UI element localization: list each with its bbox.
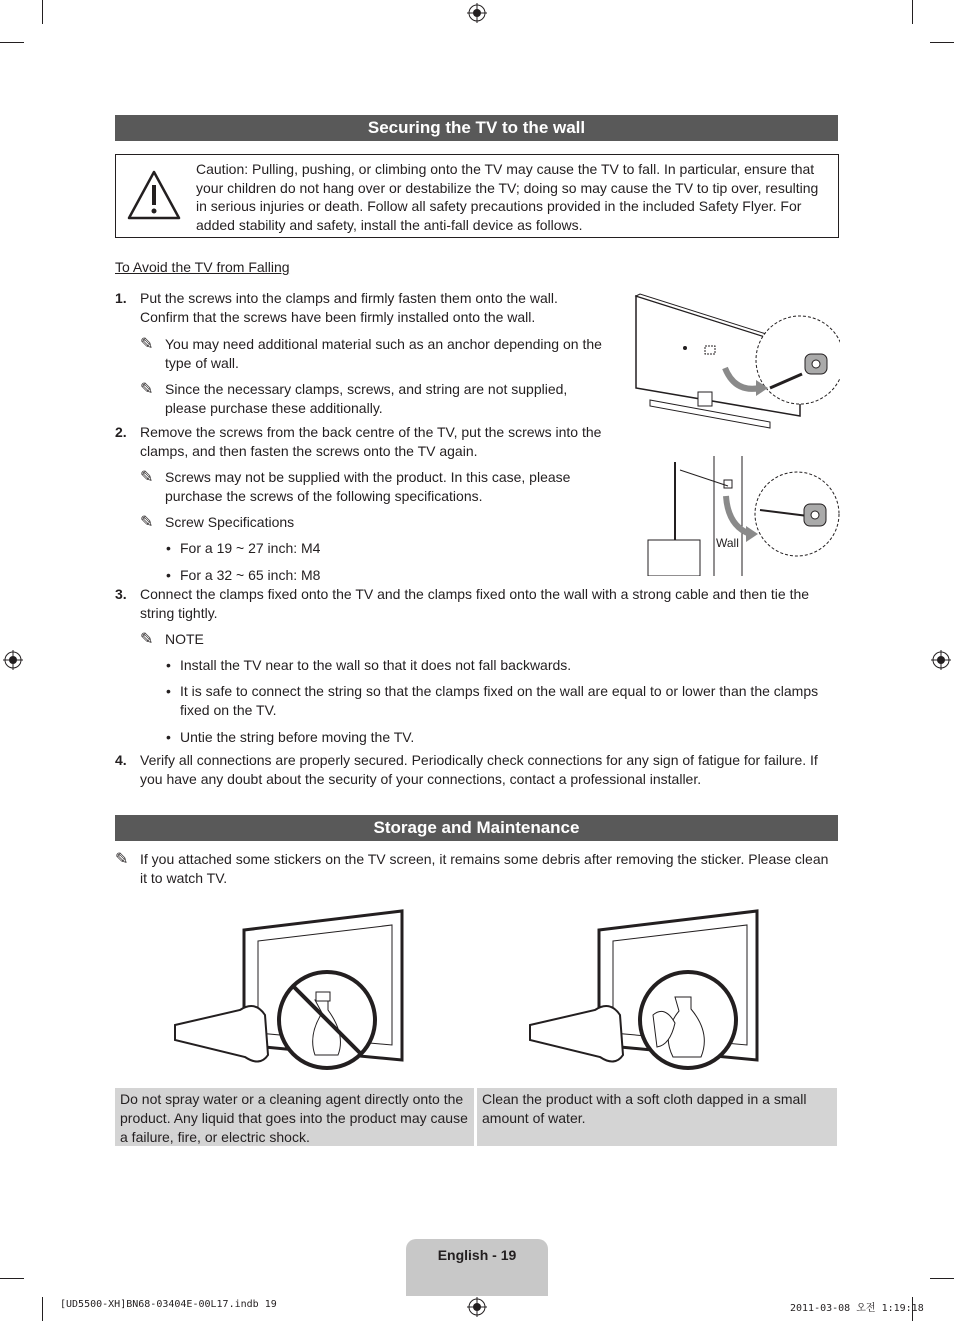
crop-mark <box>42 1297 43 1321</box>
crop-mark <box>930 42 954 43</box>
caption-text: Clean the product with a soft cloth dapped in a small amount of water. <box>482 1091 807 1126</box>
bullet: • <box>166 683 171 699</box>
step-text: Remove the screws from the back centre of the TV, put the screws into the clamps, and then fasten the screws onto the TV again. <box>140 424 602 459</box>
warning-icon <box>126 169 182 221</box>
note-label: NOTE <box>165 631 204 647</box>
print-slug-left: [UD5500-XH]BN68-03404E-00L17.indb 19 <box>60 1299 277 1310</box>
bullet: • <box>166 657 171 673</box>
registration-mark-icon <box>467 3 487 23</box>
screw-spec: For a 19 ~ 27 inch: M4 <box>180 540 321 556</box>
note-bullet: Untie the string before moving the TV. <box>180 729 415 745</box>
pencil-note-icon: ✎ <box>140 381 154 398</box>
note-text: Screw Specifications <box>165 514 295 530</box>
step-text: Put the screws into the clamps and firmly fasten them onto the wall. Confirm that the screws have been firmly installed onto the wall. <box>140 290 558 325</box>
section-title-storage: Storage and Maintenance <box>115 815 838 841</box>
pencil-note-icon: ✎ <box>140 469 154 486</box>
wall-label: Wall <box>716 536 739 550</box>
registration-mark-icon <box>467 1297 487 1317</box>
caution-text <box>196 160 826 234</box>
step-number: 3. <box>115 586 127 602</box>
no-spray-illustration <box>170 905 415 1080</box>
caution-body: : Pulling, pushing, or climbing onto the TV may cause the TV to fall. In particular, ensure that your children do not hang over or destabilize the TV; doing so may cause the TV to tip over, resulting in serious injuries or death. Follow all safety precautions provided in the included Safety Flyer. For added stability and safety, install the anti-fall device as follows. <box>196 161 819 233</box>
crop-mark <box>0 42 24 43</box>
tv-clamp-illustration <box>630 288 840 438</box>
caution-label: Caution <box>196 161 245 177</box>
pencil-note-icon: ✎ <box>140 336 154 353</box>
section-title-securing: Securing the TV to the wall <box>115 115 838 141</box>
bullet: • <box>166 567 171 583</box>
pencil-note-icon: ✎ <box>115 851 129 868</box>
crop-mark <box>42 0 43 24</box>
caption-text: Do not spray water or a cleaning agent directly onto the product. Any liquid that goes into the product may cause a failure, fire, or electric shock. <box>120 1091 468 1145</box>
step-number: 1. <box>115 290 127 306</box>
registration-mark-icon <box>3 650 23 670</box>
pencil-note-icon: ✎ <box>140 631 154 648</box>
storage-note: If you attached some stickers on the TV screen, it remains some debris after removing the sticker. Please clean it to watch TV. <box>140 851 829 886</box>
note-text: Since the necessary clamps, screws, and string are not supplied, please purchase these additionally. <box>165 381 568 416</box>
wall-clamp-illustration <box>640 456 840 576</box>
pencil-note-icon: ✎ <box>140 514 154 531</box>
print-slug-right: 2011-03-08 오전 1:19:18 <box>790 1303 924 1314</box>
crop-mark <box>0 1278 24 1279</box>
crop-mark <box>930 1278 954 1279</box>
page-number-tab <box>406 1239 548 1296</box>
subheading-avoid-falling: To Avoid the TV from Falling <box>115 259 290 275</box>
step-number: 2. <box>115 424 127 440</box>
note-bullet: Install the TV near to the wall so that it does not fall backwards. <box>180 657 572 673</box>
screw-spec: For a 32 ~ 65 inch: M8 <box>180 567 321 583</box>
caption-dont <box>115 1088 474 1146</box>
note-bullet: It is safe to connect the string so that the clamps fixed on the wall are equal to or lower than the clamps fixed on the TV. <box>180 683 819 718</box>
step-text: Verify all connections are properly secured. Periodically check connections for any sign of fatigue for failure. If you have any doubt about the security of your connections, contact a professional installer. <box>140 752 818 787</box>
step-number: 4. <box>115 752 127 768</box>
note-text: You may need additional material such as an anchor depending on the type of wall. <box>165 336 602 371</box>
note-text: Screws may not be supplied with the product. In this case, please purchase the screws of the following specifications. <box>165 469 571 504</box>
bullet: • <box>166 729 171 745</box>
caution-box <box>115 154 839 238</box>
crop-mark <box>912 0 913 24</box>
cloth-clean-illustration <box>525 905 770 1080</box>
registration-mark-icon <box>931 650 951 670</box>
caption-do <box>477 1088 837 1146</box>
step-text: Connect the clamps fixed onto the TV and the clamps fixed onto the wall with a strong cable and then tie the string tightly. <box>140 586 810 621</box>
bullet: • <box>166 540 171 556</box>
page-number: English - 19 <box>437 1247 517 1263</box>
